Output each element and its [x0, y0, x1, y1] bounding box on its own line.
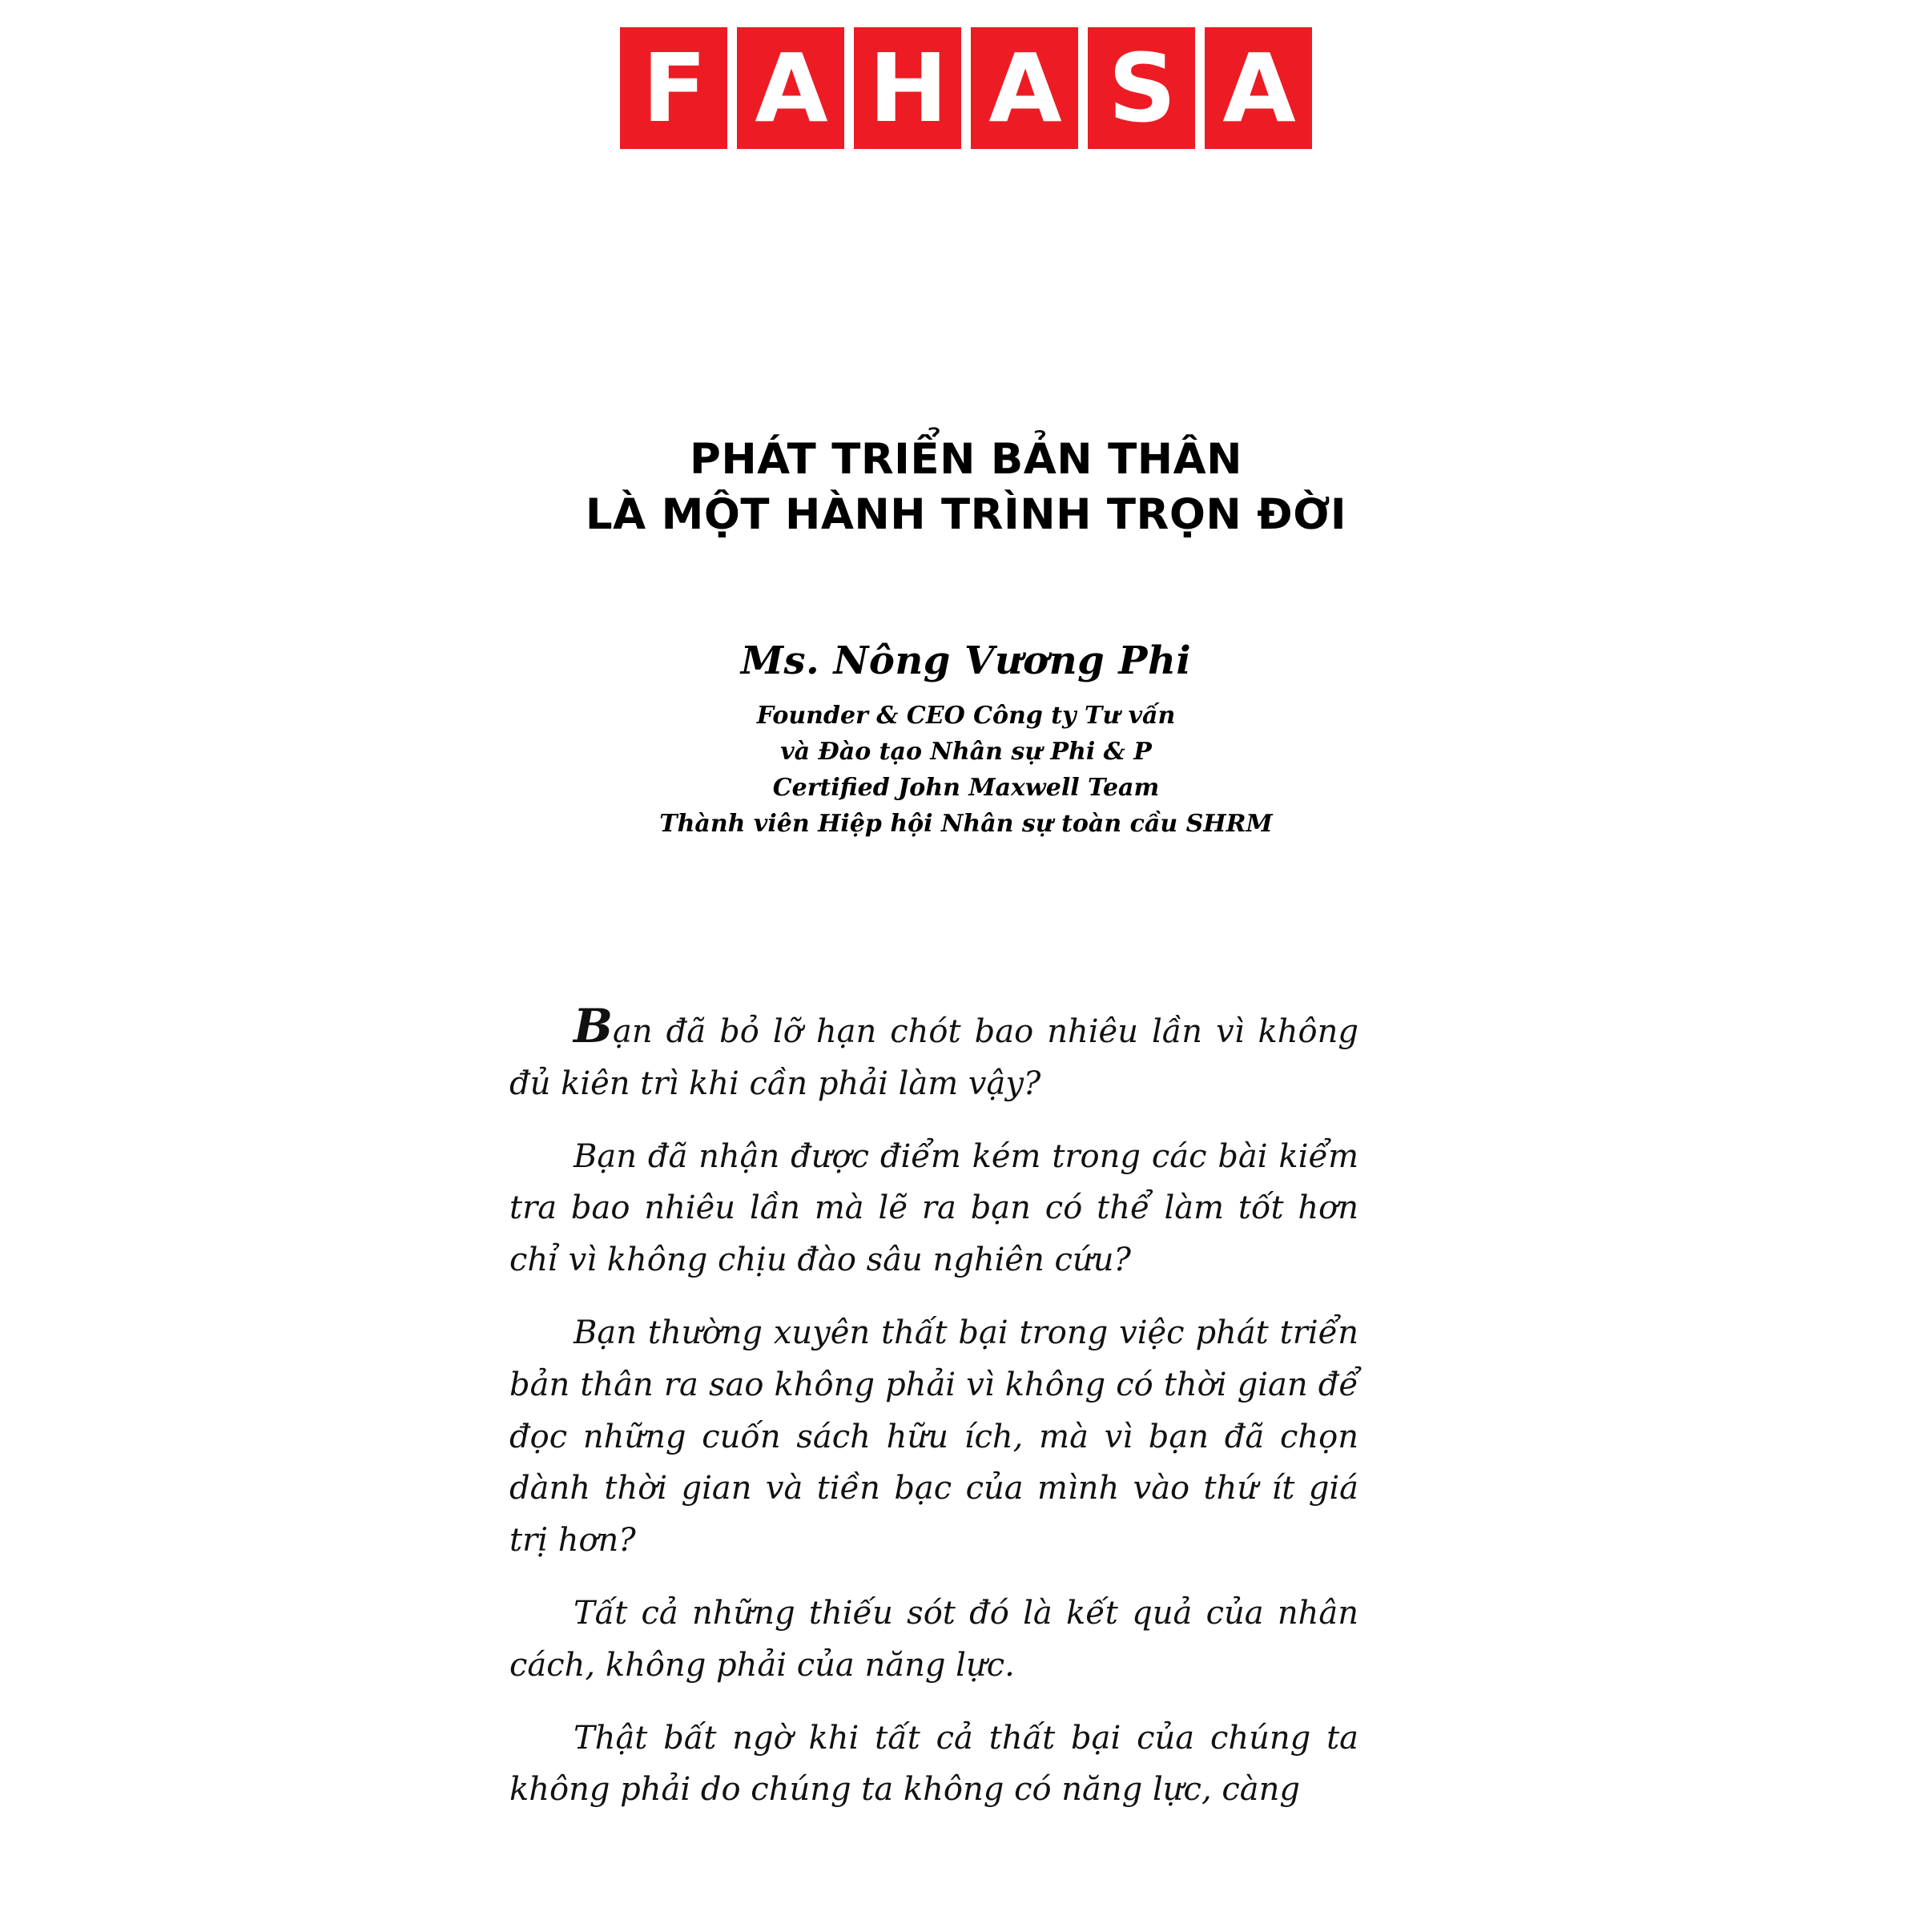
- drop-cap: B: [574, 999, 614, 1053]
- author-credential-2: và Đào tạo Nhân sự Phi & P: [780, 738, 1152, 766]
- author-credentials: [0, 698, 1932, 842]
- fahasa-logo-letters: [620, 27, 1312, 149]
- logo-letter-f: F: [620, 27, 727, 149]
- page-title: [0, 433, 1932, 543]
- author-credential-4: Thành viên Hiệp hội Nhân sự toàn cầu SHRM: [659, 810, 1273, 838]
- page-title-line-2: LÀ MỘT HÀNH TRÌNH TRỌN ĐỜI: [585, 489, 1347, 539]
- paragraph-1-text: ạn đã bỏ lỡ hạn chót bao nhiêu lần vì không đủ kiên trì khi cần phải làm vậy?: [509, 1013, 1358, 1102]
- author-credential-3: Certified John Maxwell Team: [772, 774, 1160, 802]
- logo-letter-h: H: [854, 27, 961, 149]
- fahasa-logo: [0, 27, 1932, 149]
- paragraph-5: Thật bất ngờ khi tất cả thất bại của chúng ta không phải do chúng ta không có năng lực, càng: [509, 1719, 1358, 1809]
- logo-letter-a2: A: [971, 27, 1078, 149]
- body-text: [509, 999, 1358, 1816]
- paragraph-4: Tất cả những thiếu sót đó là kết quả của nhân cách, không phải của năng lực.: [509, 1594, 1358, 1684]
- author-credential-1: Founder & CEO Công ty Tư vấn: [756, 702, 1176, 730]
- paragraph-3: Bạn thường xuyên thất bại trong việc phát triển bản thân ra sao không phải vì không có thời gian để đọc những cuốn sách hữu ích, mà vì bạn đã chọn dành thời gian và tiền bạc của mình vào thứ ít giá trị hơn?: [509, 1314, 1358, 1560]
- author-block: [0, 637, 1932, 842]
- logo-letter-a1: A: [737, 27, 844, 149]
- paragraph-2: Bạn đã nhận được điểm kém trong các bài kiểm tra bao nhiêu lần mà lẽ ra bạn có thể làm tốt hơn chỉ vì không chịu đào sâu nghiên cứu?: [509, 1137, 1358, 1279]
- author-name: Ms. Nông Vương Phi: [740, 638, 1192, 683]
- page-title-line-1: PHÁT TRIỂN BẢN THÂN: [689, 435, 1242, 484]
- logo-letter-a3: A: [1205, 27, 1312, 149]
- logo-letter-s: S: [1088, 27, 1195, 149]
- paragraph-1: [509, 999, 1358, 1110]
